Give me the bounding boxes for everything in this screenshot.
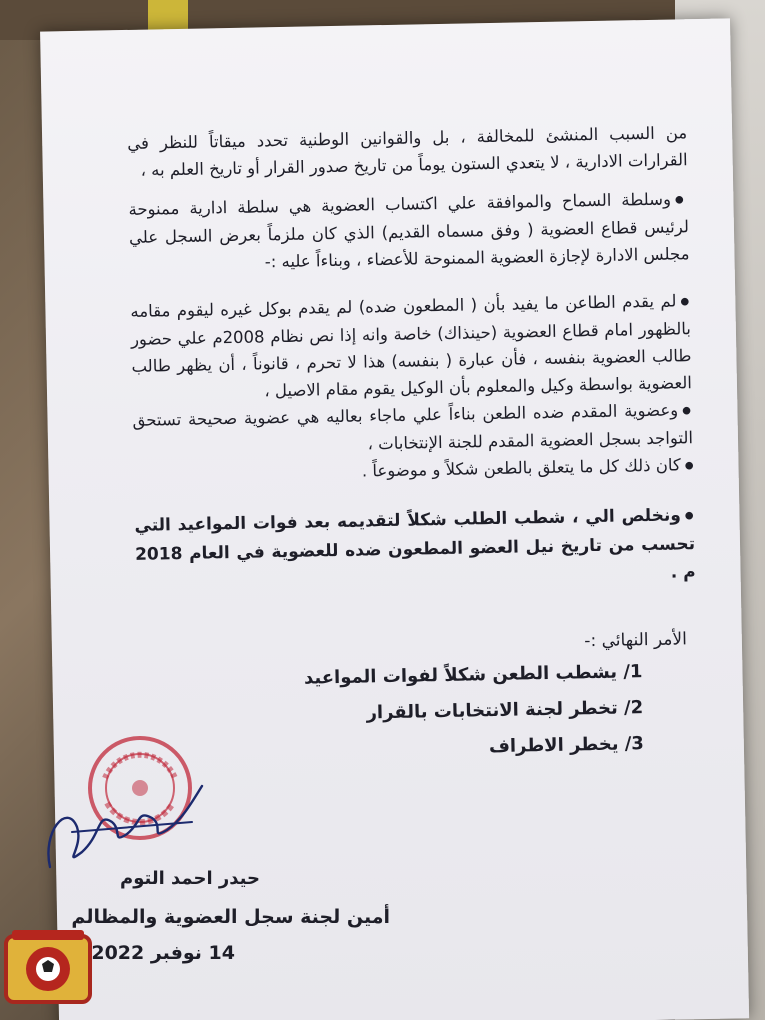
paragraph-1: من السبب المنشئ للمخالفة ، بل والقوانين الوطنية تحدد ميقاتاً للنظر في القرارات الادارية ، لا يتعدي الستون يوماً من تاريخ صدور القرار أو تاريخ العلم به ، xyxy=(127,123,688,180)
signatory-name: حيدر احمد التوم xyxy=(120,868,260,889)
signatory-title: أمين لجنة سجل العضوية والمظالم xyxy=(71,906,390,928)
order-item-3: 3/ يخطر الاطراف xyxy=(488,733,645,758)
conclusion-paragraph: ● ونخلص الي ، شطب الطلب شكلاً لتقديمه بعد فوات المواعيد التي تحسب من تاريخ نيل العضو المطعون ضده للعضوية في العام 2018 م . xyxy=(134,501,696,597)
document-body xyxy=(127,119,699,772)
final-order-title: الأمر النهائي :- xyxy=(584,629,688,652)
paragraph-3: ● لم يقدم الطاعن ما يفيد بأن ( المطعون ضده) لم يقدم بوكل غيره ليقوم مقامه بالظهور امام قطاع العضوية (حينذاك) خاصة وانه إذا نص نظام 2008م علي حضور طالب العضوية بنفسه ، فأن عبارة ( بنفسه) هذا لا تحرم ، قانوناً ، أن يظهر طالب العضوية بواسطة وكيل والمعلوم بأن الوكيل يقوم مقام الاصيل ، xyxy=(130,287,692,407)
order-item-2: 2/ تخطر لجنة الانتخابات بالقرار xyxy=(366,697,644,724)
paragraph-5: ● كان ذلك كل ما يتعلق بالطعن شكلاً و موضوعاً . xyxy=(133,451,693,490)
order-item-1: 1/ يشطب الطعن شكلاً لفوات المواعيد xyxy=(303,661,643,689)
paragraph-4: ● وعضوية المقدم ضده الطعن بناءاً علي ماجاء بعاليه هي عضوية صحيحة تستحق التواجد بسجل العضوية المقدم للجنة الإنتخابات ، xyxy=(132,396,693,462)
final-order-list xyxy=(137,654,644,772)
handwritten-signature-icon xyxy=(42,772,212,882)
document-date: 14 نوفبر 2022 xyxy=(91,942,235,964)
club-logo-icon xyxy=(2,928,94,1010)
paragraph-2: ● وسلطة السماح والموافقة علي اكتساب العضوية هي سلطة ادارية ممنوحة لرئيس قطاع العضوية ( وفق مسماه القديم) الذي كان ملزماً بعرض السجل علي مجلس الادارة لإجازة العضوية الممنوحة للأعضاء ، وبناءاً عليه :- xyxy=(128,185,689,278)
